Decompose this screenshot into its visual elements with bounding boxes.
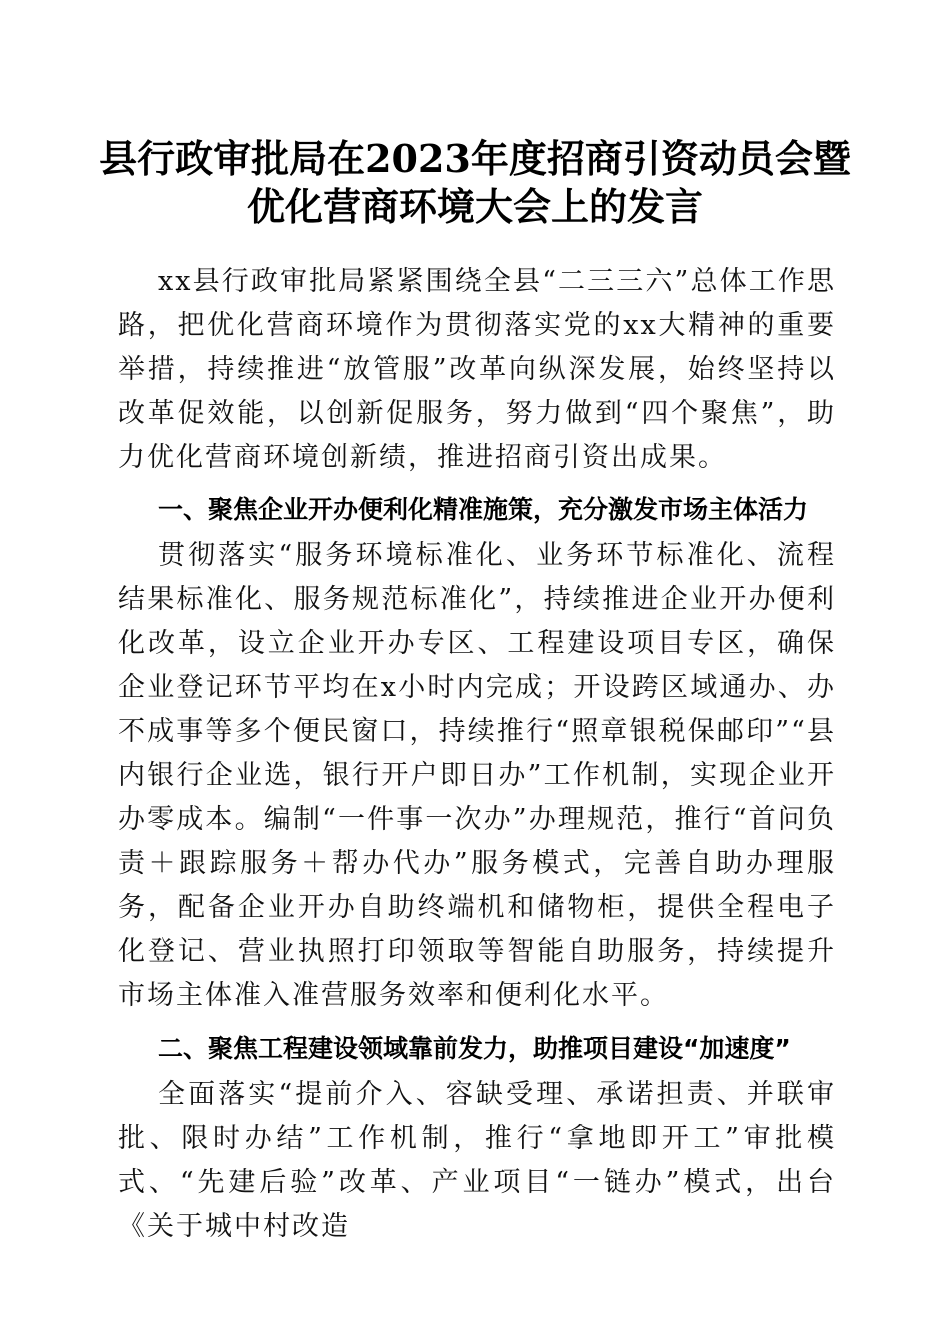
document-title-line-2: 优化营商环境大会上的发言 bbox=[246, 184, 703, 229]
section-1-heading: 一、聚焦企业开办便利化精准施策，充分激发市场主体活力 bbox=[158, 495, 809, 524]
section-2-paragraph: 全面落实“提前介入、容缺受理、承诺担责、并联审批、限时办结”工作机制，推行“拿地即开工”审批模式、“先建后验”改革、产业项目“一链办”模式，出台《关于城中村改造 bbox=[118, 1079, 836, 1242]
section-2-heading: 二、聚焦工程建设领域靠前发力，助推项目建设“加速度” bbox=[158, 1034, 791, 1063]
document-body bbox=[118, 260, 836, 1258]
section-1-paragraph: 贯彻落实“服务环境标准化、业务环节标准化、流程结果标准化、服务规范标准化”，持续推进企业开办便利化改革，设立企业开办专区、工程建设项目专区，确保企业登记环节平均在x小时内完成；开设跨区域通办、办不成事等多个便民窗口，持续推行“照章银税保邮印”“县内银行企业选，银行开户即日办”工作机制，实现企业开办零成本。编制“一件事一次办”办理规范，推行“首问负责＋跟踪服务＋帮办代办”服务模式，完善自助办理服务，配备企业开办自助终端机和储物柜，提供全程电子化登记、营业执照打印领取等智能自助服务，持续提升市场主体准入准营服务效率和便利化水平。 bbox=[118, 540, 836, 1011]
document-title-line-1: 县行政审批局在2023年度招商引资动员会暨 bbox=[99, 136, 851, 181]
intro-paragraph: xx县行政审批局紧紧围绕全县“二三三六”总体工作思路，把优化营商环境作为贯彻落实党的xx大精神的重要举措，持续推进“放管服”改革向纵深发展，始终坚持以改革促效能，以创新促服务，努力做到“四个聚焦”，助力优化营商环境创新绩，推进招商引资出成果。 bbox=[118, 266, 836, 473]
